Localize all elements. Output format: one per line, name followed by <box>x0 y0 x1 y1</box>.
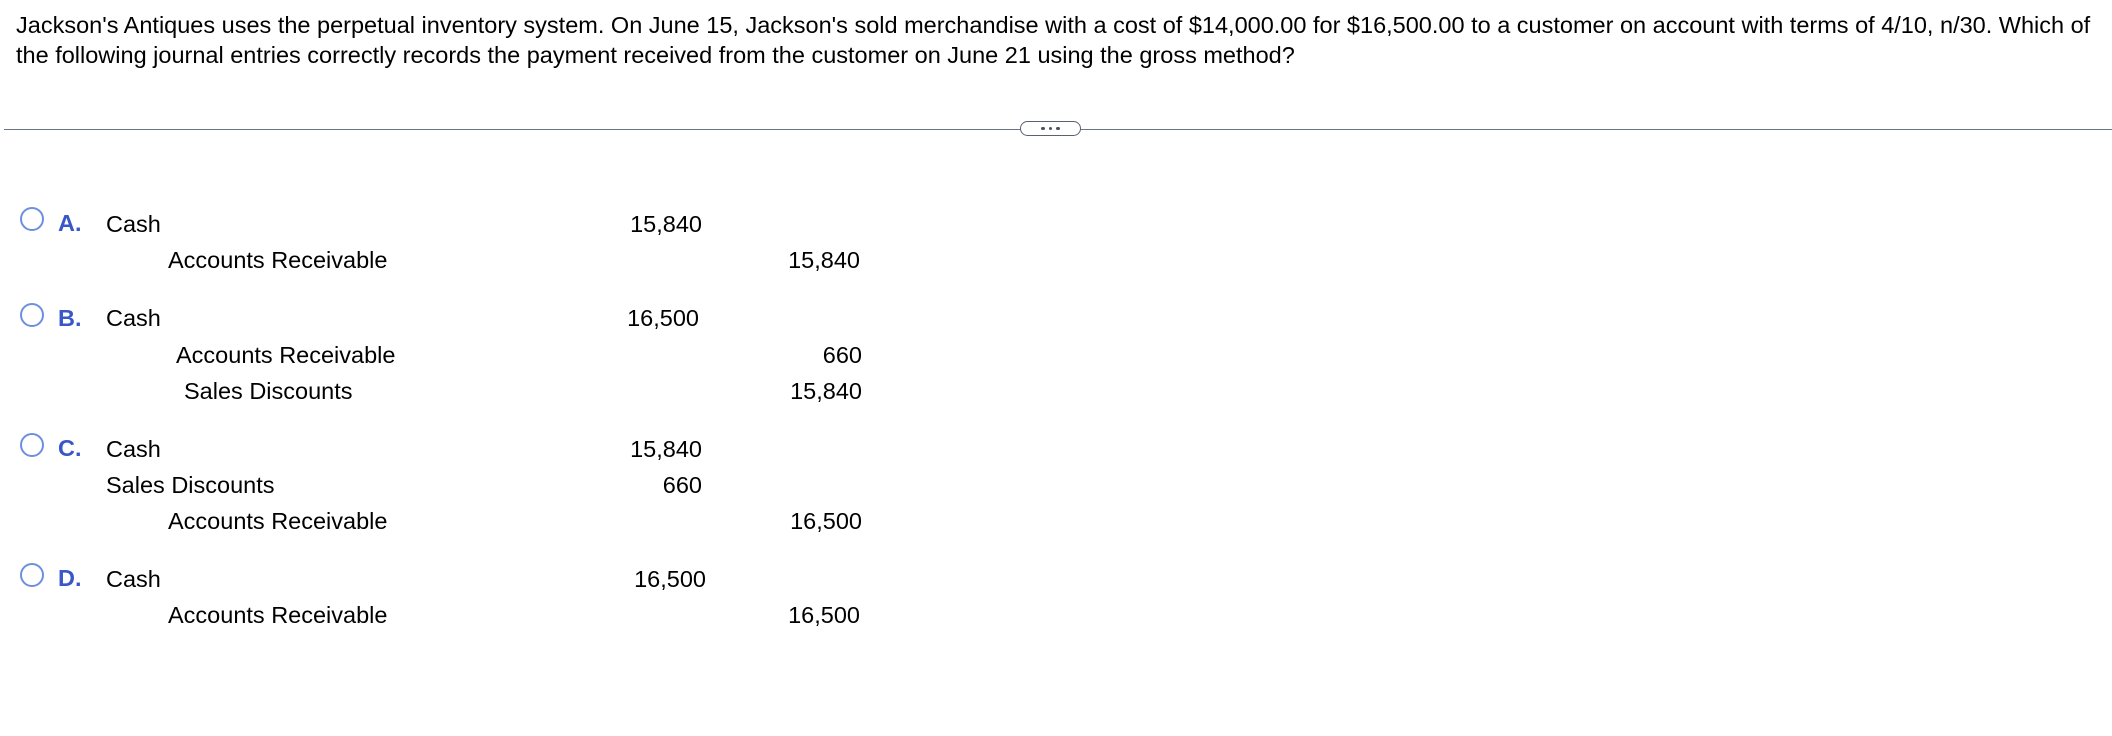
option-b-letter: B. <box>58 305 82 331</box>
option-a-account-2: Accounts Receivable <box>168 247 388 273</box>
option-c-account-3: Accounts Receivable <box>168 508 388 534</box>
option-c-credit-3: 16,500 <box>790 508 862 534</box>
option-d-radio[interactable] <box>20 563 44 587</box>
option-b-credit-2: 660 <box>822 342 862 368</box>
option-d-debit-1: 16,500 <box>634 566 706 592</box>
option-c-account-2: Sales Discounts <box>106 472 275 498</box>
option-d-credit-2: 16,500 <box>788 602 860 628</box>
option-b-account-1: Cash <box>106 305 161 331</box>
option-b-account-2: Accounts Receivable <box>176 342 396 368</box>
option-c-account-1: Cash <box>106 436 161 462</box>
option-b-debit-1: 16,500 <box>627 305 699 331</box>
option-a-credit-2: 15,840 <box>788 247 860 273</box>
option-d-account-1: Cash <box>106 566 161 592</box>
option-c-debit-1: 15,840 <box>630 436 702 462</box>
option-d-letter: D. <box>58 565 82 591</box>
option-c-radio[interactable] <box>20 433 44 457</box>
option-a-letter: A. <box>58 210 82 236</box>
option-c-letter: C. <box>58 435 82 461</box>
option-c-debit-2: 660 <box>662 472 702 498</box>
option-a-debit-1: 15,840 <box>630 211 702 237</box>
option-b-account-3: Sales Discounts <box>184 378 353 404</box>
option-b-radio[interactable] <box>20 303 44 327</box>
option-a-radio[interactable] <box>20 207 44 231</box>
question-text: Jackson's Antiques uses the perpetual inventory system. On June 15, Jackson's sold merchandise with a cost of $14,000.00 for $16,500.00 to a customer on account with terms of 4/10, n/30. Which of the following journal entries correctly records the payment received from the customer on June 21 using the gross method? <box>16 12 2091 68</box>
option-d-account-2: Accounts Receivable <box>168 602 388 628</box>
option-b-credit-3: 15,840 <box>790 378 862 404</box>
option-a-account-1: Cash <box>106 211 161 237</box>
